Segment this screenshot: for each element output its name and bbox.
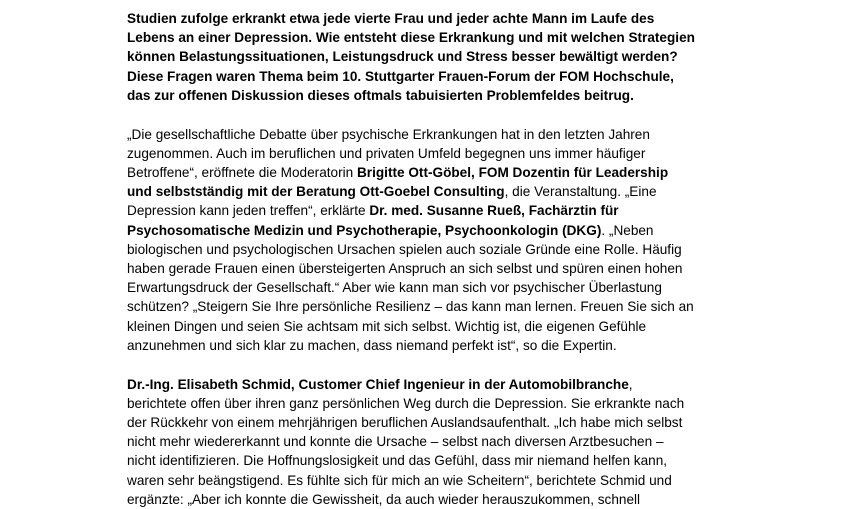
body-paragraph-moderation [127,125,747,355]
body-line: ergänzte: „Aber ich konnte die Gewissheit, da auch wieder herauszukommen, schnell [127,491,641,507]
body-line: schützen? „Steigern Sie Ihre persönliche Resilienz – das kann man lernen. Freuen Sie sich an [127,299,694,315]
body-line: nicht identifizieren. Die Hoffnungslosigkeit und das Gefühl, dass mir niemand helfen kann, [127,453,668,469]
body-line: anzunehmen und sich klar zu machen, dass niemand perfekt ist“, so die Expertin. [127,337,617,353]
body-line [127,375,747,394]
body-line [127,201,747,220]
lead-line: Studien zufolge erkrankt etwa jede vierte Frau und jeder achte Mann im Laufe des [127,11,655,26]
body-line: waren sehr beängstigend. Es fühlte sich für mich an wie Scheitern“, berichtete Schmid und [127,472,672,488]
body-line: der Rückkehr von einem mehrjährigen beruflichen Auslandsaufenthalt. „Ich habe mich selbst [127,415,683,431]
body-text: . „Neben [601,222,654,238]
article-body [127,9,747,509]
body-text: , [628,376,633,392]
body-text: Depression kann jeden treffen“, erklärte [127,203,370,219]
body-line: nicht mehr wiedererkannt und konnte die Ursache – selbst nach diversen Arztbesuchen – [127,434,664,450]
body-line: haben gerade Frauen einen übersteigerten Anspruch an sich selbst und spüren einen hohen [127,261,683,277]
body-line [127,221,747,240]
body-line: Erwartungsdruck der Gesellschaft.“ Aber wie kann man sich vor psychischer Überlastung [127,280,662,296]
lead-line: das zur offenen Diskussion dieses oftmals tabuisierten Problemfeldes beitrug. [127,87,634,103]
body-line: berichtete offen über ihren ganz persönlichen Weg durch die Depression. Sie erkrankte nach [127,395,685,411]
body-line: biologischen und psychologischen Ursachen spielen auch soziale Gründe eine Rolle. Häufig [127,241,682,257]
speaker-name: Dr.-Ing. Elisabeth Schmid, Customer Chief Ingenieur in der Automobilbranche [127,376,629,392]
expert-title: Psychosomatische Medizin und Psychotherapie, Psychoonkologin (DKG) [127,222,602,238]
body-line [127,163,747,182]
body-text: Betroffene“, eröffnete die Moderatorin [127,165,357,181]
body-line: zugenommen. Auch im beruflichen und privaten Umfeld begegnen uns immer häufiger [127,145,646,161]
body-text: , die Veranstaltung. „Eine [504,184,657,200]
lead-line: Lebens an einer Depression. Wie entsteht diese Erkrankung und mit welchen Strategien [127,30,695,46]
body-paragraph-testimony [127,375,747,509]
moderator-name: Brigitte Ott-Göbel, FOM Dozentin für Leadership [356,165,669,181]
body-line [127,182,747,201]
body-line: kleinen Dingen und seien Sie achtsam mit sich selbst. Wichtig ist, die eigenen Gefühle [127,318,647,334]
body-line: „Die gesellschaftliche Debatte über psychische Erkrankungen hat in den letzten Jahren [127,126,650,142]
moderator-affiliation: und selbstständig mit der Beratung Ott-Goebel Consulting [127,184,505,200]
expert-name: Dr. med. Susanne Rueß, Fachärztin für [369,203,619,219]
lead-line: Diese Fragen waren Thema beim 10. Stuttgarter Frauen-Forum der FOM Hochschule, [127,68,674,84]
lead-line: können Belastungssituationen, Leistungsdruck und Stress besser bewältigt werden? [127,49,678,65]
lead-paragraph [127,9,747,105]
